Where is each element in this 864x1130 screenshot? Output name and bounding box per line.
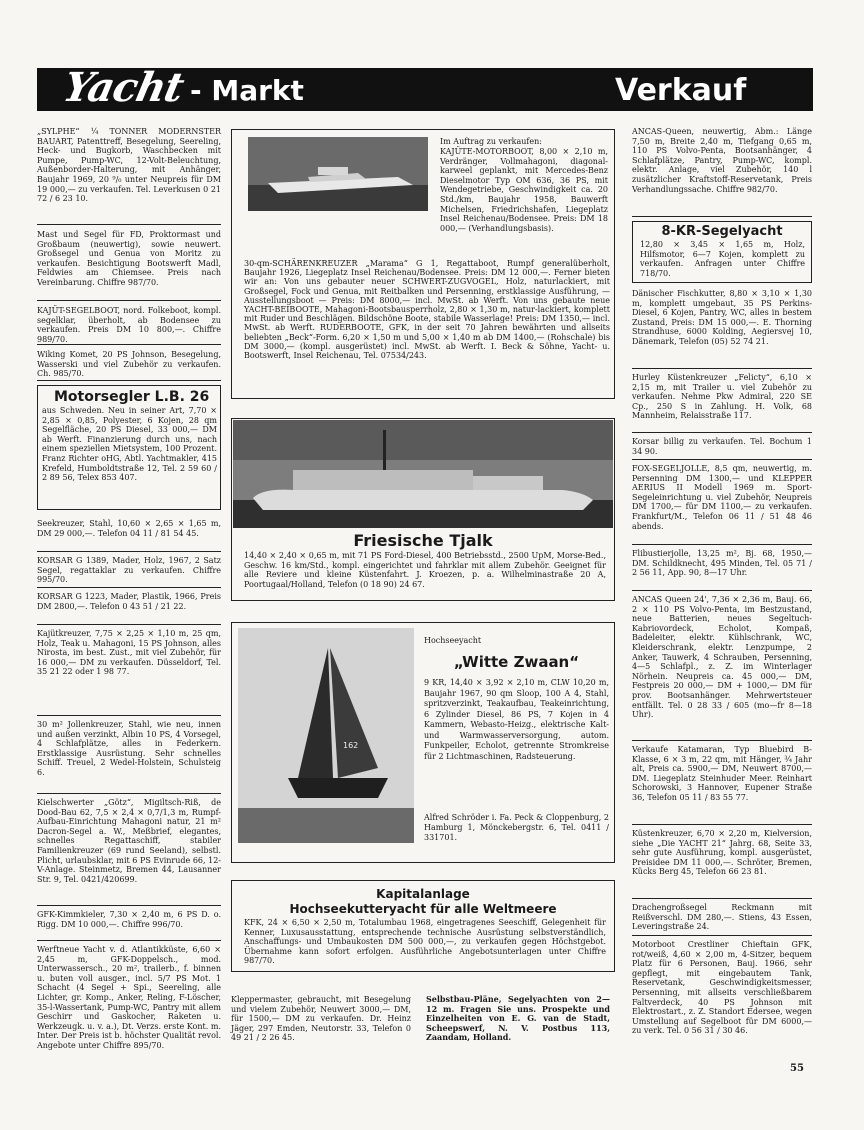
kajuete-head: KAJÜTE-MOTORBOOT, 8,00 × 2,10 m, Verdränger, Vollmahagoni, diagonal-karweel geplankt, mit Mercedes-Benz Dieselmotor Typ OM 636, 36 PS, mit Wendegetriebe, Geschwindigkeit ca. 20 Std./km, Baujahr 1958, Bauwerft Michelsen, Friedrichshafen, Liegeplatz Insel Reichenau/Bodensee. Preis: DM 18 000,— (Verhandlungsbasis). [440,147,608,233]
ad-korsar-billig: Korsar billig zu verkaufen. Tel. Bochum 1 34 90. [632,437,812,456]
kapital-text: KFK, 24 × 6,50 × 2,50 m, Totalumbau 1968, eingetragenes Seeschiff, Gelegenheit für Kenner, Luxusausstattung, entsprechende technische Ausrüstung selbstverständlich, Anschaffungs- und Umbaukosten DM 500 000,—, zu verkaufen gegen Höchstgebot. Übernahme kann sofort erfolgen. Ausführliche Angebotsunterlagen unter Chiffre 987/70. [244,918,606,966]
ad-flibustierjolle: Flibustierjolle, 13,25 m², Bj. 68, 1950,— DM. Schildknecht, 495 Minden, Tel. 05 71 / 2 56 11, App. 90, 8—17 Uhr. [632,549,812,578]
kajuete-intro: Im Auftrag zu verkaufen: [440,137,542,146]
ad-ancas-queen: ANCAS-Queen, neuwertig, Abm.: Länge 7,50 m, Breite 2,40 m, Tiefgang 0,65 m, 110 PS Volvo-Penta, Bootsanhänger, 4 Schlafplätze, Pantry, Pump-WC, kompl. elektr. Anlage, viel Zubehör, 140 l zusätzlicher Kraftstoff-Reservetank, Preis Verhandlungssache. Chiffre 982/70. [632,127,812,194]
kapital-title-1: Kapitalanlage [376,887,470,901]
ad-kajuet-segelboot: KAJÜT-SEGELBOOT, nord. Folkeboot, kompl. segelklar, überholt, ab Bodensee zu verkaufen. Preis DM 10 800,—. Chiffre 989/70. [37,306,221,344]
kapital-title-2: Hochseekutteryacht für alle Weltmeere [289,902,557,916]
banner-section: Verkauf [615,73,747,108]
ad-crestliner: Motorboot Crestliner Chieftain GFK, rot/weiß, 4,60 × 2,00 m, 4-Sitzer, bequem Platz für 6 Personen, Bauj. 1966, sehr gepflegt, mit eingebautem Tank, Reservetank, Geschwindigkeitsmesser, Persenning, mit allseits verschließbarem Faltverdeck, 40 PS Johnson mit Elektrostart., z. Z. Standort Edersee, wegen Umstellung auf Segelboot für DM 6000,— zu verk. Tel. 0 56 31 / 30 46. [632,940,812,1036]
witte-kicker: Hochseeyacht [424,636,482,645]
tjalk-text: 14,40 × 2,40 × 0,65 m, mit 71 PS Ford-Diesel, 400 Betriebsstd., 2500 UpM, Morse-Bed., Geschw. 16 km/Std., kompl. eingerichtet und fahrklar mit allem Zubehör. Geeignet für alle Reviere und kleine Küstenfahrt. J. Kroezen, p. a. Wilhelminastraße 20 A, Poortugaal/Holland, Telefon (0 18 90) 24 67. [244,551,606,589]
motorboat-photo [248,137,428,211]
banner-title: - Markt [190,74,304,107]
tjalk-title: Friesische Tjalk [353,531,493,550]
ad-korsar-1389: KORSAR G 1389, Mader, Holz, 1967, 2 Satz Segel, regattaklar zu verkaufen. Chiffre 995/70. [37,556,221,585]
ad-gfk-kimmkieler: GFK-Kimmkieler, 7,30 × 2,40 m, 6 PS D. o. Rigg. DM 10 000,—. Chiffre 996/70. [37,910,221,929]
witte-contact: Alfred Schröder i. Fa. Peck & Cloppenburg, 2 Hamburg 1, Mönckebergstr. 6, Tel. 0411 / 331701. [424,813,609,842]
ad-ancas-queen-24: ANCAS Queen 24', 7,36 × 2,36 m, Bauj. 66, 2 × 110 PS Volvo-Penta, im Bestzustand, neue Batterien, neues Segeltuch-Kabriovordeck, Echolot, Kompaß, Badeleiter, elektr. Kühlschrank, WC, Kleiderschrank, elektr. Lenzpumpe, 2 Anker, Tauwerk, 4 Schrauben, Persenning, 4—5 Schlafpl., z. Z. im Winterlager Nörhein. Neupreis ca. 45 000,— DM, Festpreis 20 000,— DM + 1000,— DM für prov. Bootsanhänger. Mehrwertsteuer entfällt. Tel. 0 28 33 / 605 (mo—fr 8—18 Uhr). [632,595,812,720]
ad-kleppermaster: Kleppermaster, gebraucht, mit Besegelung und vielem Zubehör, Neuwert 3000,— DM, für 1500,— DM zu verkaufen. Dr. Heinz Jäger, 297 Emden, Neutorstr. 33, Telefon 0 49 21 / 2 26 45. [231,995,411,1043]
ad-jollenkreuzer: 30 m² Jollenkreuzer, Stahl, wie neu, innen und außen verzinkt, Albin 10 PS, 4 Vorsegel, 4 Schlafplätze, alles in Federkern. Erstklassige Ausrüstung. Sehr schnelles Schiff. Treuel, 2 Wedel-Holstein, Schulsteig 6. [37,720,221,777]
lb26-title: Motorsegler L.B. 26 [54,389,210,405]
tjalk-photo [233,420,613,528]
ad-korsar-1223: KORSAR G 1223, Mader, Plastik, 1966, Preis DM 2800,—. Telefon 0 43 51 / 21 22. [37,592,221,611]
ad-katamaran: Verkaufe Katamaran, Typ Bluebird B-Klasse, 6 × 3 m, 22 qm, mit Hänger, ¾ Jahr alt, Preis ca. 5900,— DM, Neuwert 8700,— DM. Liegeplatz Steinhuder Meer. Reinhart Schorowski, 3 Hannover, Eupener Straße 36, Telefon 05 11 / 83 55 77. [632,745,812,802]
ad-hurley: Hurley Küstenkreuzer „Felicty“, 6,10 × 2,15 m, mit Trailer u. viel Zubehör zu verkaufen. Nehme Pkw Admiral, 220 SE Cp., 250 S in Zahlung. H. Volk, 68 Mannheim, Relaisstraße 117. [632,373,812,421]
ad-werftneue-yacht: Werftneue Yacht v. d. Atlantikküste, 6,60 × 2,45 m, GFK-Doppelsch., mod. Unterwassersch., 20 m², trailerb., f. binnen u. buten voll ausger., incl. 5/7 PS Mot. 1 Schacht (4 Segel + Spi., Seereling, alle Lichter, gr. Komp., Anker, Reling, F-Löscher, 35-l-Wassertank, Pump-WC, Pantry mit allem Geschirr und Gaskocher, Raketen u. Werkzeugk. u. v. a.), Dt. Verzs. erste Kont. m. Inter. Der Preis ist b. höchster Qualität revol. Angebote unter Chiffre 895/70. [37,945,221,1050]
ad-seekreuzer: Seekreuzer, Stahl, 10,60 × 2,65 × 1,65 m, DM 29 000,—. Telefon 04 11 / 81 54 45. [37,519,221,538]
ad-sylphe: „SYLPHE“ ¼ TONNER MODERNSTER BAUART, Patenttreff, Besegelung, Seereling, Heck- und Bugkorb, Waschbecken mit Pumpe, Pump-WC, 12-Volt-Beleuchtung, Außenborder-Halterung, mit Anhänger, Baujahr 1969, 20 ⁹/₀ unter Neupreis für DM 19 000,— zu verkaufen. Tel. Leverkusen 0 21 72 / 6 23 10. [37,127,221,204]
ad-drachengrosssegel: Drachengroßsegel Reckmann mit Reißverschl. DM 280,—. Stiens, 43 Essen, Leveringstraße 24. [632,903,812,932]
ad-kielschwerter-goetz: Kielschwerter „Götz“, Migiltsch-Riß, de Dood-Bau 62, 7,5 × 2,4 × 0,7/1,3 m, Rumpf-Aufbau-Einrichtung Mahagoni natur, 21 m² Dacron-Segel a. W., Meßbrief, elegantes, schnelles Regattaschiff, stabiler Familienkreuzer (69 rund Seeland), selbstl. Plicht, urlaubsklar, mit 6 PS Evinrude 66, 12-V-Anlage. Steinmetz, Bremen 44, Lausanner Str. 9, Tel. 0421/420699. [37,798,221,884]
witte-text: 9 KR, 14,40 × 3,92 × 2,10 m, CLW 10,20 m, Baujahr 1967, 90 qm Sloop, 100 A 4, Stahl, spritzverzinkt, Teakaufbau, Teakeinrichtung, 6 Zylinder Diesel, 86 PS, 7 Kojen in 4 Kammern, Webasto-Heizg., elektrische Kalt- und Warmwasserversorgung, autom. Funkpeiler, Echolot, getrennte Stromkreise für 2 Lichtmaschinen, Radsteuerung. [424,678,609,761]
ad-kuestenkreuzer: Küstenkreuzer, 6,70 × 2,20 m, Kielversion, siehe „Die YACHT 21“ Jahrg. 68, Seite 33, sehr gute Ausführung, kompl. ausgerüstet, Preisidee DM 11 000,—. Schröter, Bremen, Kücks Berg 45, Telefon 66 23 81. [632,829,812,877]
kr8-title: 8-KR-Segelyacht [661,224,783,239]
sailboat-photo [238,628,414,843]
ad-mast-segel: Mast und Segel für FD, Proktormast und Großbaum (neuwertig), sowie neuwert. Großsegel und Genua von Moritz zu verkaufen. Besichtigung Bootswerft Madl, Feldwies am Chiemsee. Preis nach Vereinbarung. Chiffre 987/70. [37,230,221,287]
sail-number: 162 [343,741,359,750]
ad-fox-segeljolle: FOX-SEGELJOLLE, 8,5 qm, neuwertig, m. Persenning DM 1300,— und KLEPPER AERIUS II Modell 1969 m. Sport-Segeleinrichtung u. viel Zubehör, Neupreis DM 1700,— für DM 1100,— zu verkaufen. Frankfurt/M., Telefon 06 11 / 51 48 46 abends. [632,464,812,531]
lb26-text: aus Schweden. Neu in seiner Art, 7,70 × 2,85 × 0,85, Polyester, 6 Kojen, 28 qm Segelfläche, 20 PS Diesel, 33 000,— DM ab Werft. Finanzierung durch uns, nach einem speziellen Mietsystem, 100 Prozent. Franz Richter oHG, Abtl. Yachtmakler, 415 Krefeld, Humboldtstraße 12, Tel. 2 59 60 / 2 89 56, Telex 853 407. [42,406,217,483]
page-number: 55 [790,1063,804,1074]
witte-title: „Witte Zwaan“ [453,653,580,671]
kr8-text: 12,80 × 3,45 × 1,65 m, Holz, Hilfsmotor, 6—7 Kojen, komplett zu verkaufen. Anfragen unter Chiffre 718/70. [640,240,805,278]
ad-daenischer-fischkutter: Dänischer Fischkutter, 8,80 × 3,10 × 1,30 m, komplett umgebaut, 35 PS Perkins-Diesel, 6 Kojen, Pantry, WC, alles in bestem Zustand, Preis: DM 15 000,—. E. Thorning Strandhuse, 6000 Kolding, Aegiersvej 10, Dänemark, Telefon (05) 52 74 21. [632,289,812,346]
ad-selbstbau-plaene: Selbstbau-Pläne, Segelyachten von 2—12 m. Fragen Sie uns. Prospekte und Einzelheiten von E. G. van de Stadt, Scheepswerf, N. V. Postbus 113, Zaandam, Holland. [426,994,610,1043]
yacht-logo: Yacht [59,64,188,111]
ad-wiking-komet: Wiking Komet, 20 PS Johnson, Besegelung, Wasserski und viel Zubehör zu verkaufen. Ch. 985/70. [37,350,221,379]
ad-kajuetkreuzer: Kajütkreuzer, 7,75 × 2,25 × 1,10 m, 25 qm, Holz, Teak u. Mahagoni, 15 PS Johnson, alles Nirosta, im best. Zust., mit viel Zubehör, für 16 000,— DM zu verkaufen. Düsseldorf, Tel. 35 21 22 oder 1 98 77. [37,629,221,677]
kajuete-body: 30-qm-SCHÄRENKREUZER „Marama“ G 1, Regattaboot, Rumpf generalüberholt, Baujahr 1926, Liegeplatz Insel Reichenau/Bodensee. Preis: DM 12 000,—. Ferner bieten wir an: Von uns gebauter neuer SCHWERT-ZUGVOGEL, Holz, naturlackiert, mit Großsegel, Fock und Genua, mit Reitbalken und Persenning, erstklassige Ausführung, — Ausstellungsboot — Preis: DM 8000,— incl. MwSt. ab Werft. Von uns gebaute neue YACHT-BEIBOOTE, Mahagoni-Bootsbausperrholz, 2,80 × 1,30 m, natur-lackiert, komplett mit Ruder und Beschlägen. Bildschöne Boote, stabile Wasserlage! Preis: DM 1350,— incl. MwSt. ab Werft. RUDERBOOTE, GFK, in der seit 70 Jahren bewährten und allseits beliebten „Beck“-Form. 6,20 × 1,50 m und 5,00 × 1,40 m ab DM 1400,— (Rohschale) bis DM 3000,— (kompl. ausgerüstet) incl. MwSt. ab Werft. I. Beck & Söhne, Yacht- u. Bootswerft, Insel Reichenau, Tel. 07534/243. [244,259,610,361]
